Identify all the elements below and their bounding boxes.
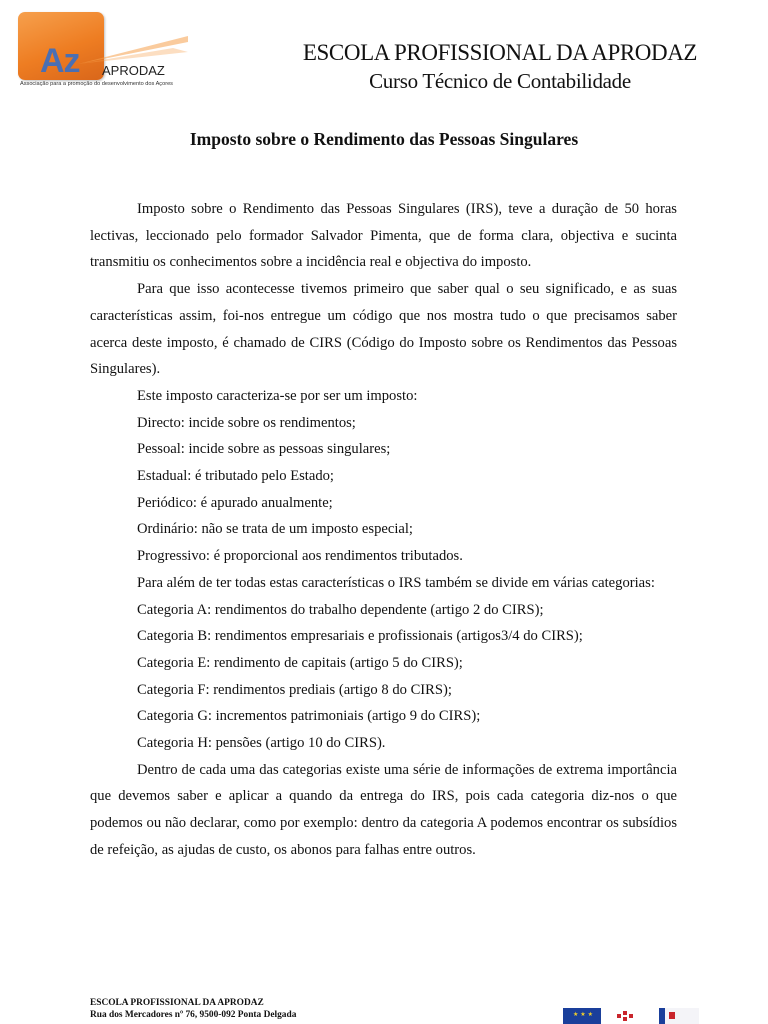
body-paragraph: Dentro de cada uma das categorias existe uma série de informações de extrema importância que devemos saber e aplicar a quando da entrega do IRS, pois cada categoria diz-nos o que podemos ou não declarar, como por exemplo: dentro da categoria A podemos encontrar os subsídios de refeição, as ajudas de custo, os abonos para falhas entre outros.	[90, 761, 677, 858]
body-paragraph: Imposto sobre o Rendimento das Pessoas Singulares (IRS), teve a duração de 50 horas lectivas, leccionado pelo formador Salvador Pimenta, que de forma clara, objectiva e sucinta transmitiu os conhecimentos sobre a incidência real e objectiva do imposto.	[90, 201, 677, 271]
list-item: Categoria E: rendimento de capitais (artigo 5 do CIRS);	[137, 654, 463, 671]
list-item: Categoria F: rendimentos prediais (artigo 8 do CIRS);	[137, 681, 452, 698]
list-item: Categoria B: rendimentos empresariais e profissionais (artigos3/4 do CIRS);	[137, 628, 583, 645]
footer-street: Rua dos Mercadores nº 76, 9500-092 Ponta Delgada	[90, 1009, 297, 1020]
list-item: Categoria A: rendimentos do trabalho dependente (artigo 2 do CIRS);	[137, 601, 544, 618]
list-item: Categoria G: incrementos patrimoniais (artigo 9 do CIRS);	[137, 708, 481, 725]
logo-tagline: Associação para a promoção do desenvolvimento dos Açores	[20, 81, 173, 87]
list-item: Progressivo: é proporcional aos rendimentos tributados.	[137, 548, 463, 565]
document-title: Imposto sobre o Rendimento das Pessoas Singulares	[189, 129, 579, 149]
list-item: Periódico: é apurado anualmente;	[137, 494, 333, 511]
azores-flag-icon	[659, 1008, 699, 1024]
course-title: Curso Técnico de Contabilidade	[369, 69, 631, 93]
body-paragraph: Para que isso acontecesse tivemos primeiro que saber qual o seu significado, e as suas características assim, foi-nos entregue um código que nos mostra tudo o que precisamos saber acerca deste imposto, é chamado de CIRS (Código do Imposto sobre os Rendimentos das Pessoas Singulares).	[90, 281, 677, 378]
list-item: Ordinário: não se trata de um imposto especial;	[137, 521, 413, 538]
eu-stars-icon: ★ ★ ★	[573, 1011, 593, 1018]
aprodaz-logo	[18, 12, 208, 92]
list-item: Directo: incide sobre os rendimentos;	[137, 414, 356, 431]
school-title: ESCOLA PROFISSIONAL DA APRODAZ	[302, 40, 698, 65]
list-item: Pessoal: incide sobre as pessoas singulares;	[137, 441, 391, 458]
footer-logos	[563, 1008, 703, 1024]
logo-wordmark: APRODAZ	[102, 63, 165, 78]
body-paragraph: Para além de ter todas estas características o IRS também se divide em várias categorias:	[137, 574, 655, 591]
document-body	[90, 196, 677, 864]
list-item: Estadual: é tributado pelo Estado;	[137, 468, 334, 485]
footer-school-name: ESCOLA PROFISSIONAL DA APRODAZ	[90, 998, 264, 1008]
logo-mark: Az	[40, 42, 80, 80]
azores-flag-emblem-icon	[669, 1012, 675, 1019]
list-item: Este imposto caracteriza-se por ser um imposto:	[137, 387, 418, 404]
footer-address	[90, 998, 296, 1021]
logo-swoosh-icon	[78, 34, 188, 64]
eu-flag-icon	[563, 1008, 601, 1024]
list-item: Categoria H: pensões (artigo 10 do CIRS).	[137, 735, 386, 752]
program-logo-icon	[615, 1010, 635, 1024]
